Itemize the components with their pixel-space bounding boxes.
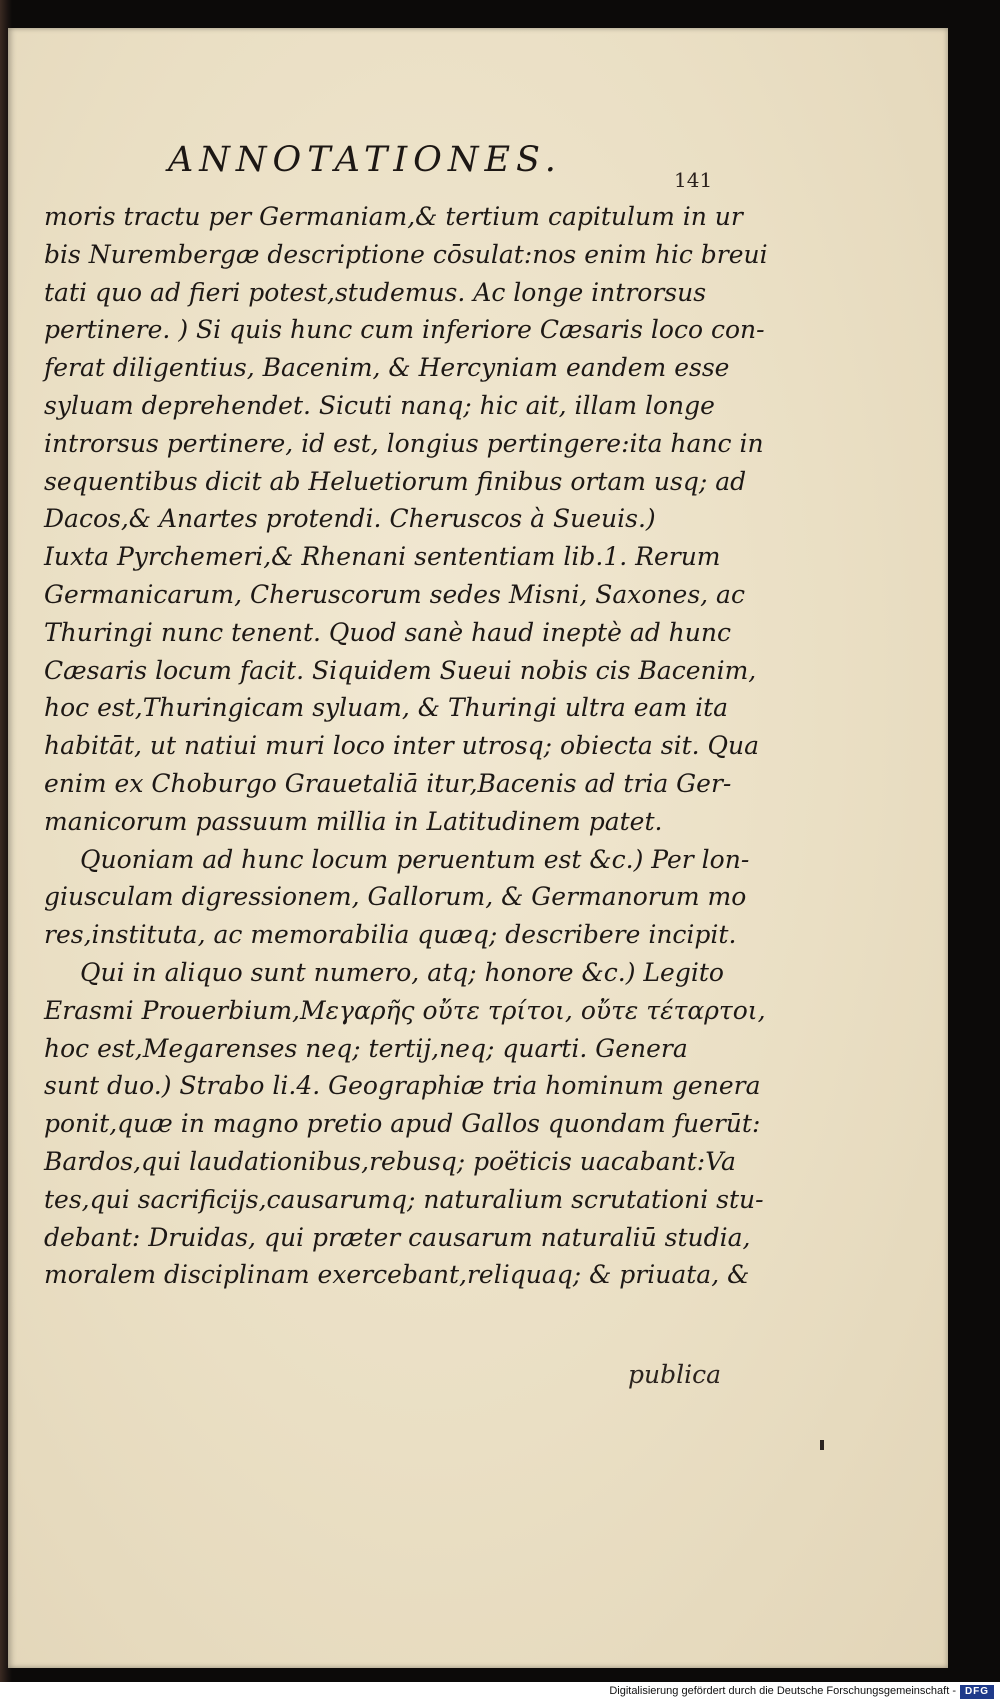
text-line: hoc est,Megarenses neq; tertij,neq; quarti. Genera (44, 1033, 688, 1063)
page-header (168, 140, 728, 190)
text-line: sequentibus dicit ab Heluetiorum finibus ortam usq; ad (44, 466, 747, 496)
text-line: introrsus pertinere, id est, longius pertingere:ita hanc in (44, 428, 764, 458)
text-line: Quoniam ad hunc locum peruentum est &c.) Per lon- (80, 844, 750, 874)
text-line: habitāt, ut natiui muri loco inter utrosq; obiecta sit. Qua (44, 731, 760, 761)
book-page (8, 28, 948, 1668)
funding-credit: Digitalisierung gefördert durch die Deutsche Forschungsgemeinschaft - (609, 1685, 956, 1697)
text-line: Iuxta Pyrchemeri,& Rhenani sententiam lib.1. Rerum (44, 542, 721, 572)
catchword: publica (628, 1360, 722, 1389)
footer-bar (0, 1682, 1000, 1703)
body-text (44, 198, 768, 1294)
text-line: enim ex Choburgo Grauetaliā itur,Bacenis ad tria Ger- (44, 768, 732, 798)
ink-mark (820, 1440, 824, 1450)
running-head: ANNOTATIONES. (168, 140, 562, 180)
page-number: 141 (674, 168, 713, 192)
text-line: debant: Druidas, qui præter causarum naturaliū studia, (44, 1222, 751, 1252)
text-line: Thuringi nunc tenent. Quod sanè haud ineptè ad hunc (44, 617, 731, 647)
text-line: syluam deprehendet. Sicuti nanq; hic ait, illam longe (44, 390, 715, 420)
text-line: moris tractu per Germaniam,& tertium capitulum in ur (44, 202, 743, 231)
text-line: res,instituta, ac memorabilia quæq; describere incipit. (44, 920, 737, 950)
text-line: manicorum passuum millia in Latitudinem patet. (44, 806, 663, 836)
text-line: Cæsaris locum facit. Siquidem Sueui nobis cis Bacenim, (44, 655, 757, 685)
text-line: Qui in aliquo sunt numero, atq; honore &c.) Legito (80, 957, 724, 987)
text-line: giusculam digressionem, Gallorum, & Germanorum mo (44, 882, 747, 912)
text-line: ponit,quæ in magno pretio apud Gallos quondam fuerūt: (44, 1109, 761, 1139)
text-line: moralem disciplinam exercebant,reliquaq; & priuata, & (44, 1260, 750, 1290)
text-line: hoc est,Thuringicam syluam, & Thuringi ultra eam ita (44, 693, 729, 723)
text-line: sunt duo.) Strabo li.4. Geographiæ tria hominum genera (44, 1071, 761, 1101)
text-line: tati quo ad fieri potest,studemus. Ac longe introrsus (44, 277, 707, 307)
text-line: ferat diligentius, Bacenim, & Hercyniam eandem esse (44, 353, 730, 383)
text-line: Dacos,& Anartes protendi. Cheruscos à Sueuis.) (44, 504, 656, 534)
dfg-logo: DFG (960, 1685, 994, 1699)
text-line: Bardos,qui laudationibus,rebusq; poëticis uacabant:Va (44, 1146, 736, 1176)
text-line: bis Nurembergæ descriptione cōsulat:nos enim hic breui (44, 239, 768, 269)
text-line: pertinere. ) Si quis hunc cum inferiore Cæsaris loco con- (44, 315, 765, 345)
text-line: Germanicarum, Cheruscorum sedes Misni, Saxones, ac (44, 579, 745, 609)
text-line: Erasmi Prouerbium,Μεγαρῆς οὔτε τρίτοι, οὔτε τέταρτοι, (44, 995, 766, 1025)
text-line: tes,qui sacrificijs,causarumq; naturalium scrutationi stu- (44, 1184, 764, 1214)
